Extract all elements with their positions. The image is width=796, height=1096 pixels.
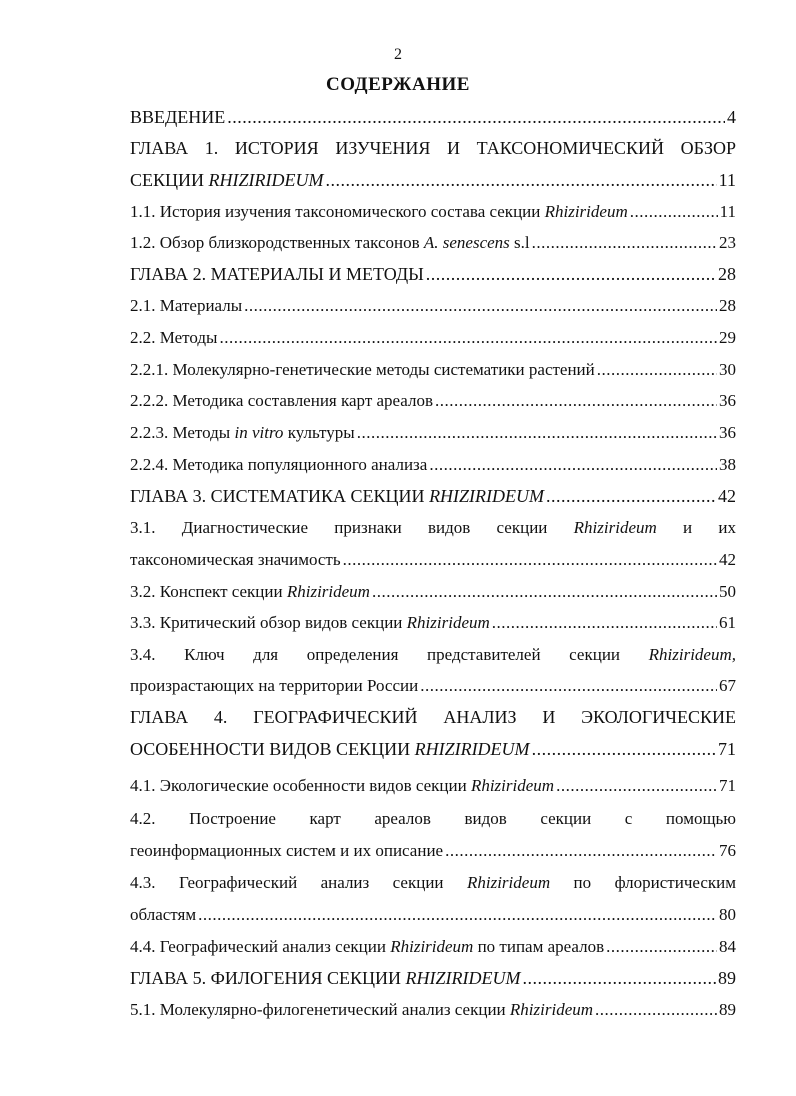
toc-entry-chapter-1-line1: ГЛАВА 1. ИСТОРИЯ ИЗУЧЕНИЯ И ТАКСОНОМИЧЕСКИЙ ОБЗОР <box>130 138 736 158</box>
page-ref: 28 <box>718 264 736 284</box>
toc-entry-chapter-2: ГЛАВА 2. МАТЕРИАЛЫ И МЕТОДЫ ..... 28 <box>130 263 736 285</box>
toc-entry-1-1: 1.1. История изучения таксономического состава секции Rhizirideum ..... 11 <box>130 201 736 223</box>
toc-entry-3-4-line1: 3.4. Ключ для определения представителей секции Rhiziridеum, <box>130 645 736 664</box>
page-ref: 36 <box>719 391 736 410</box>
toc-entry-5-1: 5.1. Молекулярно-филогенетический анализ секции Rhizirideum ..... 89 <box>130 999 736 1021</box>
toc-entry-4-1: 4.1. Экологические особенности видов секции Rhizirideum ..... 71 <box>130 775 736 797</box>
toc-entry-4-2: геоинформационных систем и их описание ..... 76 <box>130 840 736 862</box>
toc-entry-3-1-line1: 3.1. Диагностические признаки видов секции Rhizirideum и их <box>130 518 736 537</box>
page-ref: 67 <box>719 676 736 695</box>
page-ref: 11 <box>718 170 736 190</box>
toc-entry-4-4: 4.4. Географический анализ секции Rhizirideum по типам ареалов ..... 84 <box>130 936 736 958</box>
page-ref: 30 <box>719 360 736 379</box>
toc-entry-2-2: 2.2. Методы ..... 29 <box>130 327 736 349</box>
page-ref: 84 <box>719 937 736 956</box>
toc-entry-1-2: 1.2. Обзор близкородственных таксонов A. senescens s.l ..... 23 <box>130 232 736 254</box>
toc-entry-3-4: произрастающих на территории России ..... 67 <box>130 675 736 697</box>
toc-entry-3-3: 3.3. Критический обзор видов секции Rhizirideum ..... 61 <box>130 612 736 634</box>
toc-entry-chapter-3: ГЛАВА 3. СИСТЕМАТИКА СЕКЦИИ RHIZIRIDEUM ..... 42 <box>130 485 736 507</box>
toc-entry-intro: ВВЕДЕНИЕ ..... 4 <box>130 106 736 128</box>
page-ref: 61 <box>719 613 736 632</box>
page-ref: 71 <box>718 739 736 759</box>
page-ref: 89 <box>718 968 736 988</box>
toc-entry-2-2-2: 2.2.2. Методика составления карт ареалов ..... 36 <box>130 390 736 412</box>
page-ref: 11 <box>719 202 736 221</box>
page-ref: 42 <box>719 550 736 569</box>
page-ref: 29 <box>719 328 736 347</box>
page-ref: 76 <box>719 841 736 860</box>
toc-entry-2-2-3: 2.2.3. Методы in vitro культуры ..... 36 <box>130 422 736 444</box>
toc-entry-chapter-4-line1: ГЛАВА 4. ГЕОГРАФИЧЕСКИЙ АНАЛИЗ И ЭКОЛОГИЧЕСКИЕ <box>130 707 736 727</box>
page-number: 2 <box>394 46 402 63</box>
toc-entry-chapter-1: СЕКЦИИ RHIZIRIDEUM ..... 11 <box>130 169 736 191</box>
page-ref: 38 <box>719 455 736 474</box>
page-ref: 28 <box>719 296 736 315</box>
page-ref: 4 <box>727 107 736 127</box>
toc-entry-4-2-line1: 4.2. Построение карт ареалов видов секции с помощью <box>130 809 736 828</box>
toc-entry-3-1: таксономическая значимость ..... 42 <box>130 549 736 571</box>
toc-entry-3-2: 3.2. Конспект секции Rhizirideum ..... 50 <box>130 581 736 603</box>
toc-entry-4-3: областям ..... 80 <box>130 904 736 926</box>
toc-entry-chapter-4: ОСОБЕННОСТИ ВИДОВ СЕКЦИИ RHIZIRIDEUM ..... 71 <box>130 738 736 760</box>
page-ref: 23 <box>719 233 736 252</box>
page-ref: 36 <box>719 423 736 442</box>
toc-entry-4-3-line1: 4.3. Географический анализ секции Rhizirideum по флористическим <box>130 873 736 892</box>
page-ref: 71 <box>719 776 736 795</box>
page-title: СОДЕРЖАНИЕ <box>326 74 470 95</box>
page-ref: 80 <box>719 905 736 924</box>
toc-entry-2-2-1: 2.2.1. Молекулярно-генетические методы систематики растений ..... 30 <box>130 359 736 381</box>
page-ref: 50 <box>719 582 736 601</box>
page-ref: 89 <box>719 1000 736 1019</box>
page-ref: 42 <box>718 486 736 506</box>
toc-entry-2-2-4: 2.2.4. Методика популяционного анализа ..... 38 <box>130 454 736 476</box>
toc-entry-chapter-5: ГЛАВА 5. ФИЛОГЕНИЯ СЕКЦИИ RHIZIRIDEUM ..... 89 <box>130 967 736 989</box>
toc-entry-2-1: 2.1. Материалы ..... 28 <box>130 295 736 317</box>
